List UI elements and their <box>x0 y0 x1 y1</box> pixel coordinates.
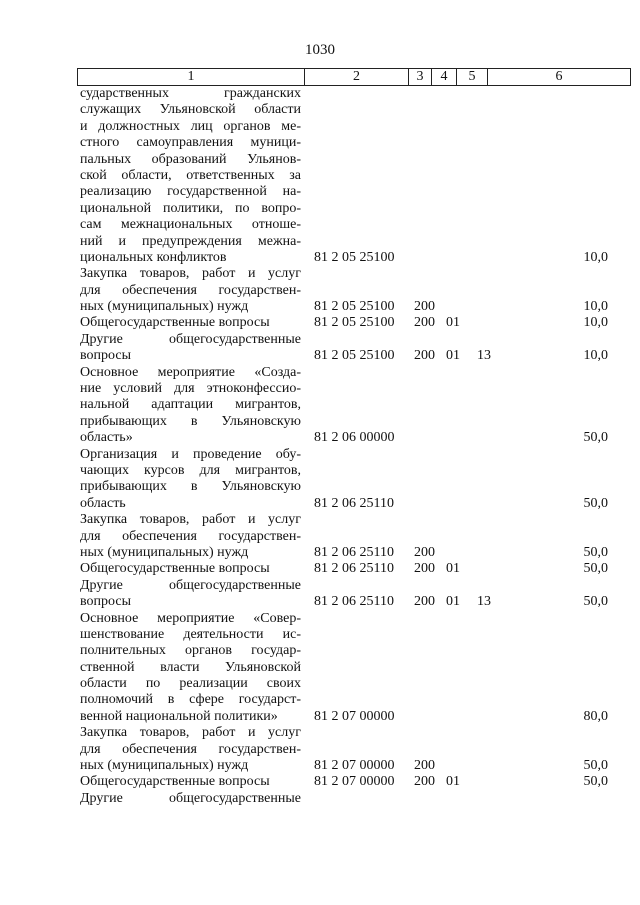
target-code: 81 2 06 00000 <box>314 430 395 446</box>
description-line: ных (муниципальных) нужд <box>80 299 249 315</box>
amount: 50,0 <box>583 774 608 790</box>
target-code: 81 2 07 00000 <box>314 758 395 774</box>
header-col-5: 5 <box>456 69 487 85</box>
section-code: 01 <box>446 315 460 331</box>
table-row <box>0 611 640 726</box>
amount: 50,0 <box>583 430 608 446</box>
target-code: 81 2 05 25100 <box>314 315 395 331</box>
amount: 50,0 <box>583 758 608 774</box>
expense-type: 200 <box>414 594 435 610</box>
amount: 10,0 <box>583 315 608 331</box>
amount: 80,0 <box>583 708 608 724</box>
target-code: 81 2 05 25100 <box>314 348 395 364</box>
header-col-3: 3 <box>408 69 431 85</box>
header-col-6: 6 <box>487 69 631 85</box>
description-line: ственной власти Ульяновской <box>80 659 301 675</box>
amount: 10,0 <box>583 299 608 315</box>
row-values <box>0 561 640 577</box>
amount: 50,0 <box>583 495 608 511</box>
description-line: прибывающих в Ульяновскую <box>80 413 301 429</box>
expense-type: 200 <box>414 348 435 364</box>
expense-type: 200 <box>414 299 435 315</box>
description-line: вопросы <box>80 348 131 364</box>
amount: 50,0 <box>583 544 608 560</box>
target-code: 81 2 06 25110 <box>314 561 394 577</box>
table-row <box>0 266 640 315</box>
description-line: для обеспечения государствен- <box>80 528 301 544</box>
row-values <box>0 774 640 790</box>
row-values <box>0 758 640 774</box>
description-line: и должностных лиц органов ме- <box>80 118 301 134</box>
description-line: Другие общегосударственные <box>80 577 301 593</box>
expense-type: 200 <box>414 758 435 774</box>
table-header <box>77 68 631 86</box>
description-line: Общегосударственные вопросы <box>80 315 270 331</box>
description-line: циональной политики, по вопро- <box>80 200 301 216</box>
description-line: область <box>80 495 126 511</box>
page-number: 1030 <box>305 42 335 58</box>
description-line: чающих курсов для мигрантов, <box>80 462 301 478</box>
description-line: полнительных органов государ- <box>80 643 301 659</box>
table-row <box>0 791 640 807</box>
section-code: 01 <box>446 594 460 610</box>
target-code: 81 2 07 00000 <box>314 774 395 790</box>
row-values <box>0 250 640 266</box>
amount: 50,0 <box>583 561 608 577</box>
description-line: сам межнациональных отноше- <box>80 217 301 233</box>
description-line: Другие общегосударственные <box>80 790 301 806</box>
table-row <box>0 774 640 790</box>
description-line: ний и предупреждения межна- <box>80 233 301 249</box>
table-row <box>0 578 640 611</box>
header-col-2: 2 <box>304 69 408 85</box>
description-line: Закупка товаров, работ и услуг <box>80 725 301 741</box>
row-values <box>0 545 640 561</box>
header-col-4: 4 <box>431 69 456 85</box>
table-row <box>0 512 640 561</box>
description-line: Основное мероприятие «Совер- <box>80 610 301 626</box>
target-code: 81 2 07 00000 <box>314 708 395 724</box>
description-line: для обеспечения государствен- <box>80 282 301 298</box>
row-values <box>0 299 640 315</box>
row-values <box>0 430 640 446</box>
section-code: 01 <box>446 561 460 577</box>
amount: 10,0 <box>583 249 608 265</box>
amount: 10,0 <box>583 348 608 364</box>
description-line: нальной адаптации мигрантов, <box>80 397 301 413</box>
target-code: 81 2 06 25110 <box>314 495 394 511</box>
table-row <box>0 315 640 331</box>
target-code: 81 2 06 25110 <box>314 544 394 560</box>
target-code: 81 2 05 25100 <box>314 299 395 315</box>
description-line: для обеспечения государствен- <box>80 741 301 757</box>
description-line: сударственных гражданских <box>80 86 301 101</box>
table-row <box>0 365 640 447</box>
table-body <box>0 86 640 807</box>
row-values <box>0 709 640 725</box>
description-line: ской области, ответственных за <box>80 167 301 183</box>
row-description <box>80 86 301 266</box>
amount: 50,0 <box>583 594 608 610</box>
description-line: полномочий в сфере государст- <box>80 692 301 708</box>
subsection-code: 13 <box>477 348 491 364</box>
target-code: 81 2 06 25110 <box>314 594 394 610</box>
description-line: стного самоуправления муници- <box>80 135 301 151</box>
description-line: Общегосударственные вопросы <box>80 774 270 790</box>
table-row <box>0 332 640 365</box>
description-line: служащих Ульяновской области <box>80 102 301 118</box>
description-line: области по реализации своих <box>80 676 301 692</box>
description-line: ных (муниципальных) нужд <box>80 544 249 560</box>
target-code: 81 2 05 25100 <box>314 249 395 265</box>
description-line: Общегосударственные вопросы <box>80 561 270 577</box>
row-values <box>0 348 640 364</box>
description-line: шенствование деятельности ис- <box>80 626 301 642</box>
description-line: вопросы <box>80 594 131 610</box>
description-line: циональных конфликтов <box>80 249 227 265</box>
table-row <box>0 725 640 774</box>
expense-type: 200 <box>414 315 435 331</box>
description-line: венной национальной политики» <box>80 708 278 724</box>
description-line: ных (муниципальных) нужд <box>80 758 249 774</box>
description-line: область» <box>80 430 133 446</box>
description-line: Организация и проведение обу- <box>80 446 301 462</box>
expense-type: 200 <box>414 774 435 790</box>
description-line: ние условий для этноконфессио- <box>80 381 301 397</box>
description-line: Закупка товаров, работ и услуг <box>80 512 301 528</box>
header-col-1: 1 <box>77 69 304 85</box>
section-code: 01 <box>446 348 460 364</box>
expense-type: 200 <box>414 544 435 560</box>
description-line: реализацию государственной на- <box>80 184 301 200</box>
subsection-code: 13 <box>477 594 491 610</box>
description-line: Другие общегосударственные <box>80 331 301 347</box>
row-values <box>0 315 640 331</box>
description-line: Основное мероприятие «Созда- <box>80 364 301 380</box>
table-row <box>0 561 640 577</box>
row-values <box>0 594 640 610</box>
row-values <box>0 791 640 807</box>
description-line: Закупка товаров, работ и услуг <box>80 266 301 282</box>
table-row <box>0 447 640 513</box>
description-line: пальных образований Ульянов- <box>80 151 301 167</box>
table-row <box>0 86 640 266</box>
expense-type: 200 <box>414 561 435 577</box>
description-line: прибывающих в Ульяновскую <box>80 479 301 495</box>
row-values <box>0 496 640 512</box>
section-code: 01 <box>446 774 460 790</box>
